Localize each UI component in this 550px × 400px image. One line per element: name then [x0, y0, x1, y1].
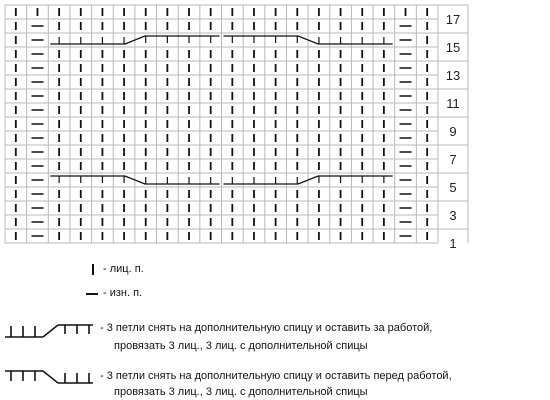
legend-knit: - лиц. п.: [103, 263, 144, 275]
legend-cable-right-line2: провязать 3 лиц., 3 лиц. с дополнительной спицы: [114, 386, 368, 398]
row-label: 17: [445, 12, 461, 27]
row-label: 7: [449, 152, 457, 167]
cable-left-symbol: [3, 320, 95, 342]
legend-cable-left-line1: - 3 петли снять на дополнительную спицу и оставить за работой,: [100, 322, 433, 334]
row-label: 13: [445, 68, 461, 83]
row-label: 5: [449, 180, 457, 195]
row-label: 15: [445, 40, 461, 55]
row-label: 9: [449, 124, 457, 139]
legend-cable-left-line2: провязать 3 лиц., 3 лиц. с дополнительной спицы: [114, 340, 368, 352]
row-label: 1: [449, 236, 457, 251]
legend-purl: - изн. п.: [103, 287, 143, 299]
purl-symbol: [86, 293, 98, 295]
row-label: 3: [449, 208, 457, 223]
cable-right-symbol: [3, 366, 95, 388]
row-label: 11: [446, 96, 460, 111]
legend-cable-right-line1: - 3 петли снять на дополнительную спицу и оставить перед работой,: [100, 370, 452, 382]
knit-symbol: [92, 264, 94, 275]
